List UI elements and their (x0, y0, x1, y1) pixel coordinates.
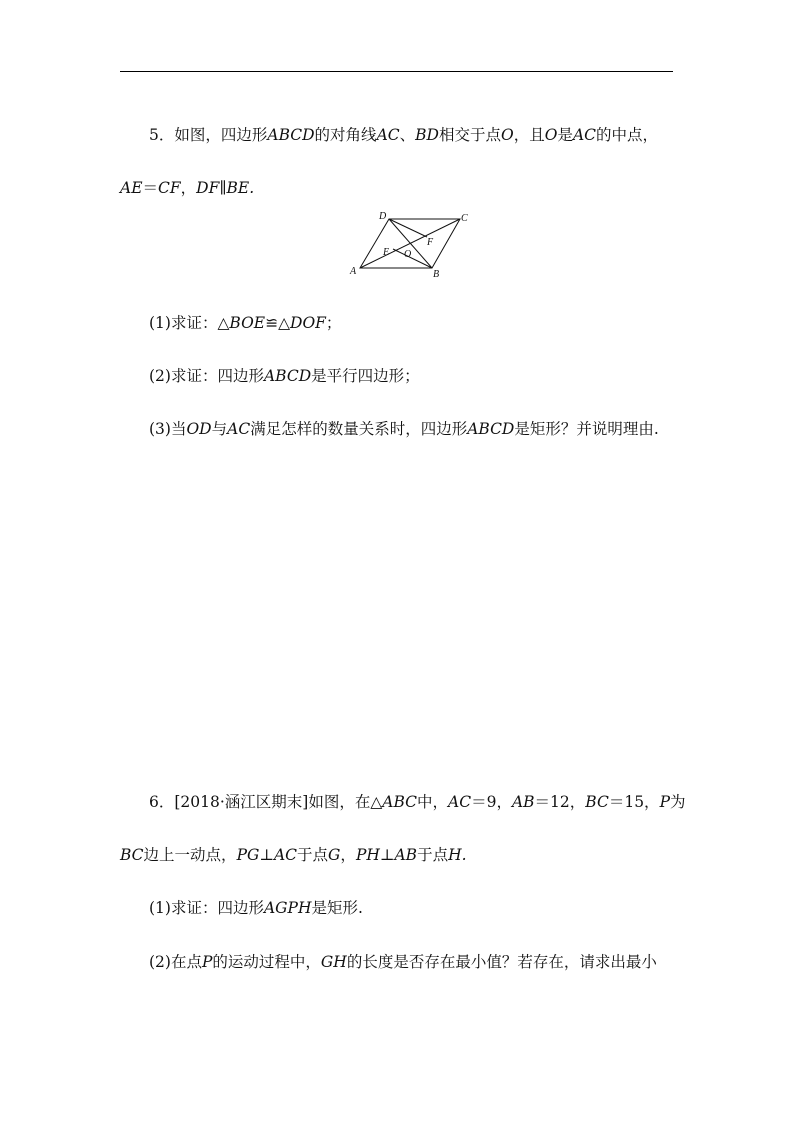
text: 是矩形？并说明理由. (514, 420, 659, 438)
text: ⊥ (259, 846, 274, 864)
text: (1)求证：△ (149, 314, 230, 332)
label-o: O (404, 249, 412, 260)
text: 6．[2018·涵江区期末]如图，在△ (149, 793, 383, 811)
math-ac: AC (376, 126, 400, 144)
math-ae: AE (120, 179, 143, 197)
text: 的运动过程中， (212, 953, 321, 971)
text: ， (180, 179, 197, 197)
text: ∥ (219, 179, 227, 197)
math-od: OD (186, 420, 212, 438)
problem6-question1 (149, 898, 363, 918)
math-df: DF (196, 179, 220, 197)
problem5-line1 (149, 125, 658, 145)
text: ⊥ (379, 846, 395, 864)
text: 是平行四边形； (311, 367, 420, 385)
math-h: H. (448, 846, 467, 864)
label-a: A (350, 266, 357, 277)
math-ac: AC (227, 420, 251, 438)
text: ≌△ (265, 314, 291, 332)
label-f: F (427, 237, 434, 248)
math-pg: PG (236, 846, 260, 864)
text: 相交于点 (438, 126, 501, 144)
problem5-question3 (149, 419, 659, 439)
math-dof: DOF (290, 314, 326, 332)
segment-be (393, 249, 432, 268)
math-abcd: ABCD (263, 367, 312, 385)
math-cf: CF (158, 179, 181, 197)
math-p: P (659, 793, 670, 811)
math-g: G (328, 846, 341, 864)
math-boe: BOE (229, 314, 266, 332)
math-bd: BD (415, 126, 439, 144)
text: 于点 (417, 846, 449, 864)
diagonal-bd (389, 219, 432, 268)
parallelogram-figure (345, 207, 475, 279)
text: ； (325, 314, 342, 332)
text: 的中点， (596, 126, 659, 144)
math-p: P (201, 953, 213, 971)
text: ＝ (142, 179, 159, 197)
header-rule (120, 71, 673, 72)
math-bc: BC (585, 793, 609, 811)
text: 是 (557, 126, 573, 144)
text: 中， (417, 793, 449, 811)
text: 于点 (297, 846, 329, 864)
problem5-question2 (149, 366, 420, 386)
math-abcd: ABCD (467, 420, 515, 438)
text: 的对角线 (314, 126, 377, 144)
problem5-line2 (120, 178, 254, 198)
text: ＝9， (471, 793, 512, 811)
math-bc: BC (120, 846, 144, 864)
text: (3)当 (149, 420, 187, 438)
label-d: D (379, 211, 387, 222)
problem5-question1 (149, 313, 341, 333)
text: (1)求证：四边形 (149, 899, 264, 917)
text: 为 (670, 793, 686, 811)
text: 满足怎样的数量关系时，四边形 (250, 420, 468, 438)
text: (2)求证：四边形 (149, 367, 264, 385)
math-ac: AC (273, 846, 298, 864)
math-ac: AC (448, 793, 472, 811)
text: ＝15， (608, 793, 660, 811)
math-o: O (500, 126, 514, 144)
math-ab: AB (511, 793, 535, 811)
math-o: O (544, 126, 558, 144)
problem6-line1 (149, 792, 686, 812)
text: ，且 (513, 126, 545, 144)
text: (2)在点 (149, 953, 202, 971)
problem6-question2 (149, 952, 657, 972)
math-ph: PH (355, 846, 380, 864)
text: ＝12， (534, 793, 586, 811)
text: 的长度是否存在最小值？若存在，请求出最小 (346, 953, 657, 971)
text: 、 (399, 126, 416, 144)
math-be: BE. (226, 179, 255, 197)
label-e: E (383, 247, 390, 258)
label-c: C (461, 213, 468, 224)
math-gh: GH (320, 953, 347, 971)
math-ac: AC (572, 126, 597, 144)
text: ， (340, 846, 356, 864)
math-ab: AB (394, 846, 418, 864)
text: 是矩形. (311, 899, 363, 917)
problem6-line2 (120, 845, 467, 865)
math-abc: ABC (382, 793, 417, 811)
label-b: B (433, 269, 440, 279)
segment-df (389, 219, 427, 237)
text: 5．如图，四边形 (149, 126, 268, 144)
math-abcd: ABCD (267, 126, 315, 144)
text: 与 (211, 420, 228, 438)
text: 边上一动点， (143, 846, 237, 864)
math-agph: AGPH (263, 899, 312, 917)
